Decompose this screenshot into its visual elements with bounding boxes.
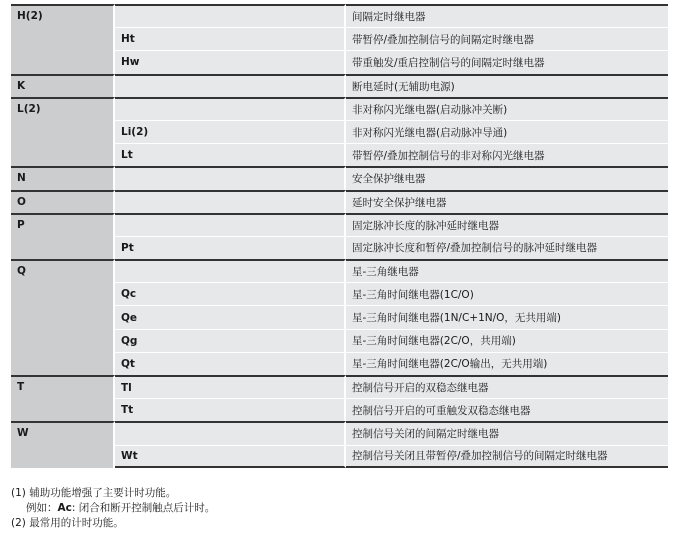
sub-function-code: Lt bbox=[115, 143, 346, 166]
function-code: Q bbox=[11, 259, 115, 375]
function-description: 固定脉冲长度的脉冲延时继电器 bbox=[346, 213, 668, 236]
function-description: 带暂停/叠加控制信号的间隔定时继电器 bbox=[346, 27, 668, 50]
function-description: 星-三角继电器 bbox=[346, 259, 668, 282]
sub-function-code: Ht bbox=[115, 27, 346, 50]
function-description: 控制信号开启的双稳态继电器 bbox=[346, 375, 668, 398]
sub-function-code bbox=[115, 190, 346, 213]
function-description: 控制信号关闭的间隔定时继电器 bbox=[346, 421, 668, 444]
sub-function-code bbox=[115, 74, 346, 97]
sub-function-code: Wt bbox=[115, 445, 346, 468]
table-row bbox=[11, 4, 668, 27]
table-row bbox=[11, 74, 668, 97]
footnotes bbox=[11, 486, 215, 531]
function-description: 非对称闪光继电器(启动脉冲关断) bbox=[346, 97, 668, 120]
function-description: 带重触发/重启控制信号的间隔定时继电器 bbox=[346, 50, 668, 73]
function-code: N bbox=[11, 166, 115, 189]
function-description: 星-三角时间继电器(2C/O，共用端) bbox=[346, 329, 668, 352]
sub-function-code: Tl bbox=[115, 375, 346, 398]
function-code: W bbox=[11, 421, 115, 467]
table-row bbox=[11, 166, 668, 189]
footnote-example bbox=[11, 501, 215, 516]
function-description: 延时安全保护继电器 bbox=[346, 190, 668, 213]
example-text: : 闭合和断开控制触点后计时。 bbox=[71, 502, 216, 514]
function-description: 非对称闪光继电器(启动脉冲导通) bbox=[346, 120, 668, 143]
sub-function-code: Qg bbox=[115, 329, 346, 352]
function-code: T bbox=[11, 375, 115, 421]
function-description: 星-三角时间继电器(2C/O输出，无共用端) bbox=[346, 352, 668, 375]
function-code: H(2) bbox=[11, 4, 115, 74]
timing-function-table bbox=[11, 4, 668, 468]
sub-function-code bbox=[115, 213, 346, 236]
function-code: O bbox=[11, 190, 115, 213]
sub-function-code: Li(2) bbox=[115, 120, 346, 143]
footnote-1: (1) 辅助功能增强了主要计时功能。 bbox=[11, 487, 177, 499]
example-prefix: 例如： bbox=[26, 502, 58, 514]
function-description: 断电延时(无辅助电源) bbox=[346, 74, 668, 97]
sub-function-code bbox=[115, 421, 346, 444]
function-description: 控制信号关闭且带暂停/叠加控制信号的间隔定时继电器 bbox=[346, 445, 668, 468]
function-description: 间隔定时继电器 bbox=[346, 4, 668, 27]
function-description: 星-三角时间继电器(1N/C+1N/O，无共用端) bbox=[346, 305, 668, 328]
function-description: 固定脉冲长度和暂停/叠加控制信号的脉冲延时继电器 bbox=[346, 236, 668, 259]
function-code: K bbox=[11, 74, 115, 97]
function-description: 星-三角时间继电器(1C/O) bbox=[346, 282, 668, 305]
sub-function-code: Tt bbox=[115, 398, 346, 421]
table-row bbox=[11, 97, 668, 120]
function-code: P bbox=[11, 213, 115, 259]
function-description: 控制信号开启的可重触发双稳态继电器 bbox=[346, 398, 668, 421]
sub-function-code bbox=[115, 166, 346, 189]
sub-function-code: Qc bbox=[115, 282, 346, 305]
table-row bbox=[11, 259, 668, 282]
sub-function-code: Hw bbox=[115, 50, 346, 73]
function-description: 带暂停/叠加控制信号的非对称闪光继电器 bbox=[346, 143, 668, 166]
sub-function-code: Pt bbox=[115, 236, 346, 259]
sub-function-code bbox=[115, 97, 346, 120]
table-row bbox=[11, 375, 668, 398]
sub-function-code: Qt bbox=[115, 352, 346, 375]
sub-function-code bbox=[115, 4, 346, 27]
function-code: L(2) bbox=[11, 97, 115, 167]
example-code: Ac bbox=[57, 502, 72, 514]
function-description: 安全保护继电器 bbox=[346, 166, 668, 189]
table-row bbox=[11, 421, 668, 444]
table-row bbox=[11, 213, 668, 236]
footnote-2: (2) 最常用的计时功能。 bbox=[11, 517, 124, 529]
table-row bbox=[11, 190, 668, 213]
sub-function-code bbox=[115, 259, 346, 282]
sub-function-code: Qe bbox=[115, 305, 346, 328]
